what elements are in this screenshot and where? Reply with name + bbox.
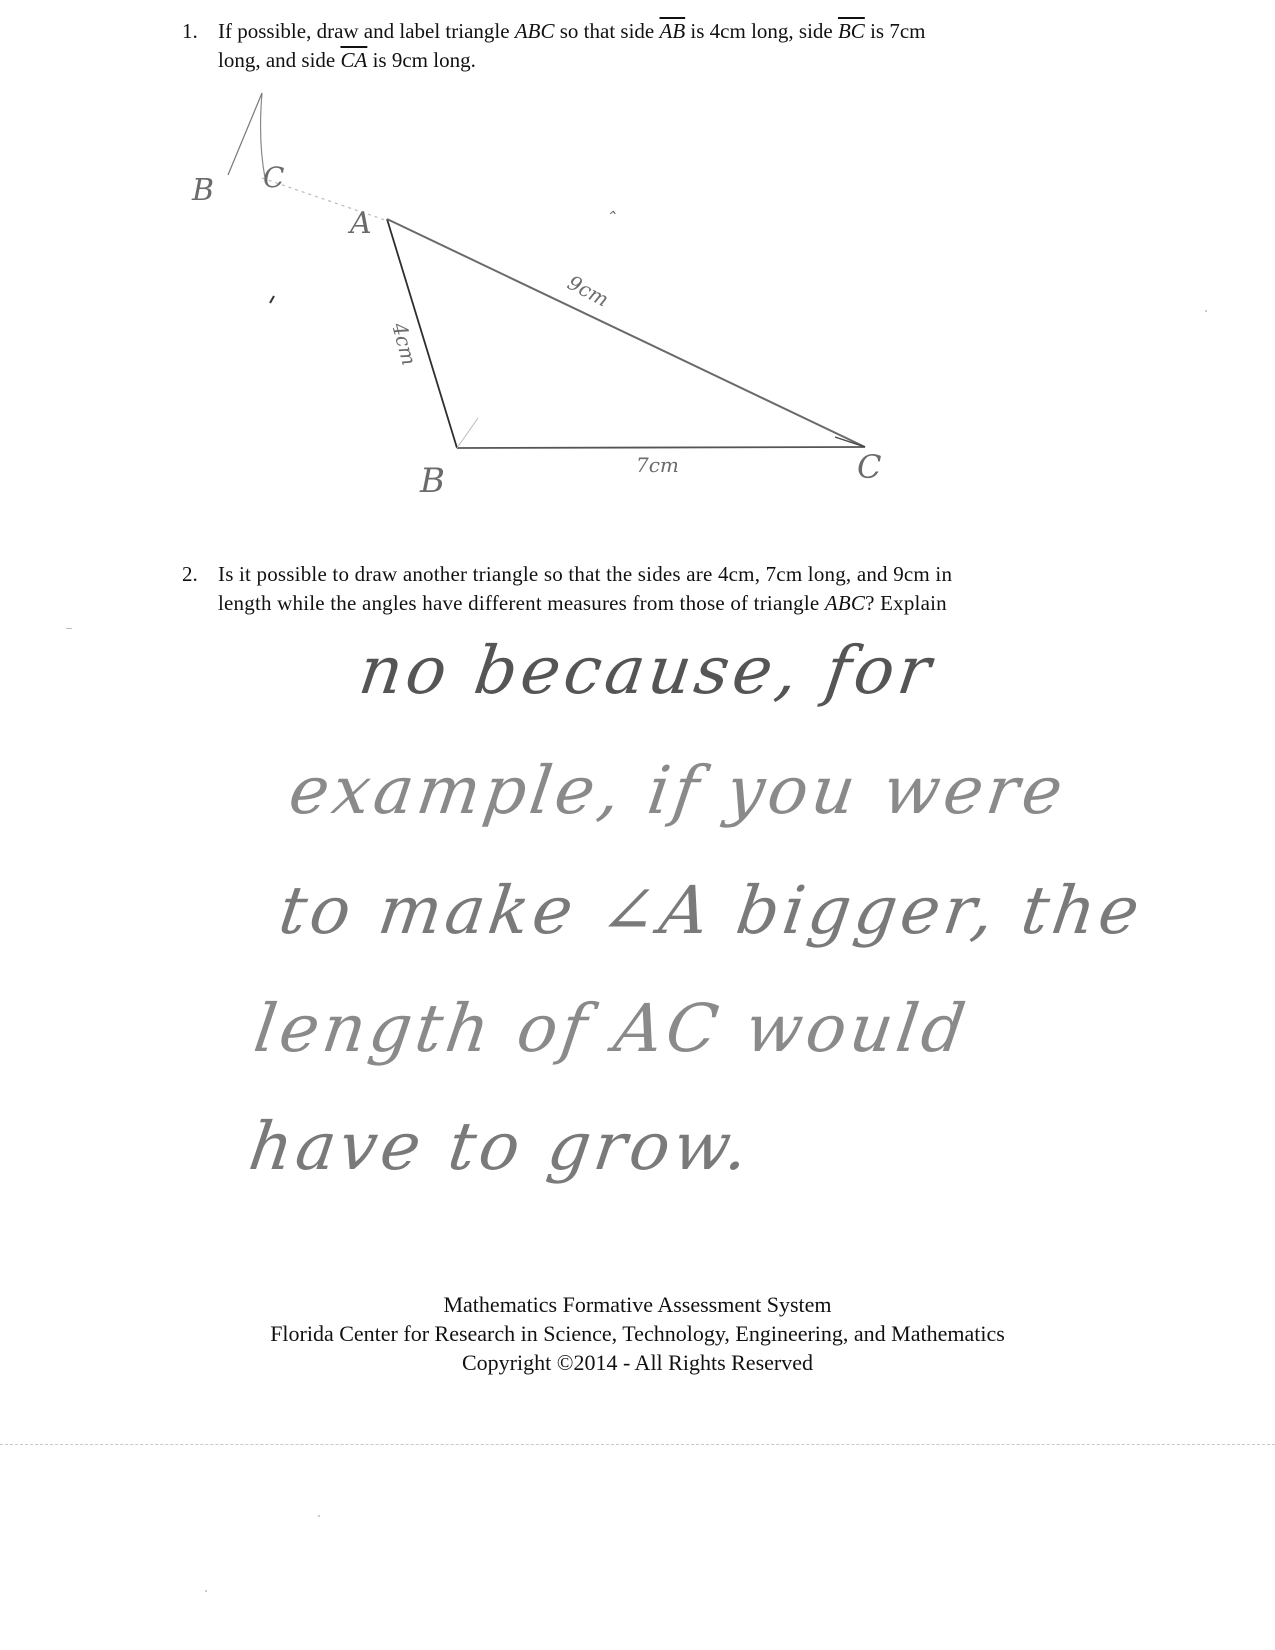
segment-bc: $\overline{BC}$	[837, 19, 865, 43]
page-divider	[0, 1444, 1275, 1445]
construction-marks	[228, 93, 385, 303]
construction-label-c: C	[263, 161, 285, 194]
side-label-bc: 7cm	[636, 453, 679, 477]
text-span: length while the angles have different measures from those of triangle	[218, 591, 825, 615]
tick-mark	[457, 418, 478, 448]
footer	[0, 1290, 1275, 1377]
segment-ca: $\overline{CA}$	[340, 48, 368, 72]
question-number: 1.	[182, 19, 198, 43]
triangle-name: ABC	[514, 19, 555, 43]
text-span: is 7cm	[864, 19, 926, 43]
stray-mark: ⌃	[605, 209, 617, 225]
scan-speck	[66, 628, 72, 629]
text-span: ? Explain	[865, 591, 947, 615]
text-span: so that side	[554, 19, 660, 43]
construction-label-b: B	[192, 173, 215, 208]
tick-mark	[835, 437, 865, 447]
answer-line-5: have to grow.	[244, 1108, 758, 1185]
question-text	[218, 560, 1118, 618]
scan-speck	[1205, 310, 1207, 312]
text-span: is 4cm long, side	[685, 19, 838, 43]
triangle-name: ABC	[824, 591, 866, 615]
side-ca	[387, 219, 865, 447]
footer-line-1: Mathematics Formative Assessment System	[443, 1292, 832, 1317]
question-line-1: Is it possible to draw another triangle so that the sides are 4cm, 7cm long, and 9cm in	[218, 562, 953, 586]
footer-line-3: Copyright ©2014 - All Rights Reserved	[462, 1350, 813, 1375]
segment-ab: $\overline{AB}$	[659, 19, 686, 43]
side-label-ca: 9cm	[563, 270, 613, 312]
vertex-label-b: B	[420, 461, 445, 501]
triangle-abc	[387, 219, 865, 448]
scan-speck	[318, 1515, 320, 1517]
question-number: 2.	[182, 562, 198, 586]
triangle-drawing	[0, 0, 1275, 540]
answer-line-3: to make ∠A bigger, the	[274, 872, 1148, 949]
footer-line-2: Florida Center for Research in Science, Technology, Engineering, and Mathematics	[270, 1321, 1005, 1346]
text-span: is 9cm long.	[367, 48, 476, 72]
vertex-label-c: C	[857, 448, 882, 486]
text-span: If possible, draw and label triangle	[218, 19, 515, 43]
side-label-ab: 4cm	[387, 320, 422, 368]
text-span: long, and side	[218, 48, 341, 72]
answer-line-2: example, if you were	[284, 752, 1072, 829]
side-bc	[457, 447, 865, 448]
answer-line-4: length of AC would	[249, 990, 974, 1067]
answer-line-1: no because, for	[354, 632, 940, 709]
question-line-2	[218, 589, 1118, 618]
scan-speck	[205, 1590, 207, 1592]
vertex-label-a: A	[350, 206, 372, 241]
